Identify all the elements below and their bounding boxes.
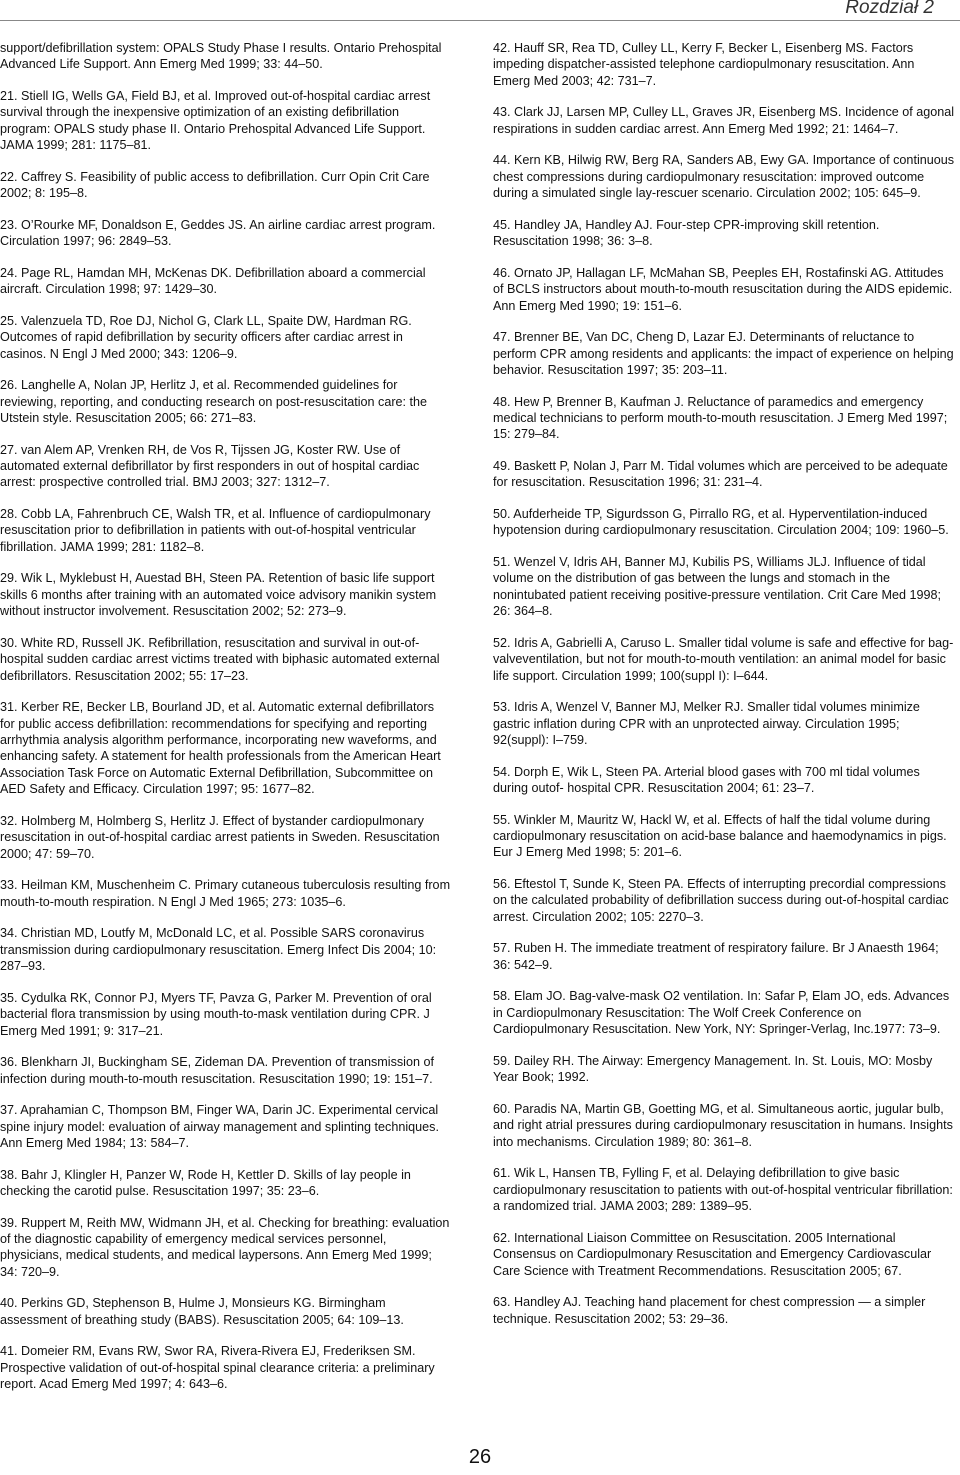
reference-entry: 38. Bahr J, Klingler H, Panzer W, Rode H, Kettler D. Skills of lay people in checking the carotid pulse. Resuscitation 1997; 35: 23–6.	[0, 1167, 411, 1198]
reference-entry: 47. Brenner BE, Van DC, Cheng D, Lazar EJ. Determinants of reluctance to perform CPR among residents and applicants: the impact of experience on helping behavior. Resuscitation 1997; 35: 203–11.	[493, 330, 954, 378]
reference-entry: 27. van Alem AP, Vrenken RH, de Vos R, Tijssen JG, Koster RW. Use of automated external defibrillator by first responders in out of hospital cardiac arrest: prospective controlled trial. BMJ 2003; 327: 1312–7.	[0, 442, 420, 490]
chapter-title: Rozdział 2	[845, 0, 934, 18]
reference-entry: 40. Perkins GD, Stephenson B, Hulme J, Monsieurs KG. Birmingham assessment of breathing study (BABS). Resuscitation 2005; 64: 109–13.	[0, 1296, 404, 1327]
reference-entry: 55. Winkler M, Mauritz W, Hackl W, et al. Effects of half the tidal volume during cardiopulmonary resuscitation on acid-base balance and haemodynamics in pigs. Eur J Emerg Med 1998; 5: 201–6.	[493, 812, 947, 860]
reference-entry: 56. Eftestol T, Sunde K, Steen PA. Effects of interrupting precordial compressions on the calculated probability of defibrillation success during out-of-hospital cardiac arrest. Circulation 2002; 105: 2270–3.	[493, 877, 949, 924]
references-right-column	[493, 40, 955, 1342]
reference-entry: 52. Idris A, Gabrielli A, Caruso L. Smaller tidal volume is safe and effective for bag-valveventilation, but not for mouth-to-mouth ventilation: an animal model for basic life support. Circulation 1999; 100(suppl I): I–644.	[493, 635, 954, 683]
reference-entry: 44. Kern KB, Hilwig RW, Berg RA, Sanders AB, Ewy GA. Importance of continuous chest compressions during cardiopulmonary resuscitation: improved outcome during a simulated single lay-rescuer scenario. Circulation 2002; 105: 645–9.	[493, 153, 955, 201]
reference-entry: 63. Handley AJ. Teaching hand placement for chest compression — a simpler technique. Resuscitation 2002; 53: 29–36.	[493, 1295, 926, 1326]
reference-entry: 45. Handley JA, Handley AJ. Four-step CPR-improving skill retention. Resuscitation 1998; 36: 3–8.	[493, 217, 880, 249]
reference-entry: 43. Clark JJ, Larsen MP, Culley LL, Graves JR, Eisenberg MS. Incidence of agonal respirations in sudden cardiac arrest. Ann Emerg Med 1992; 21: 1464–7.	[493, 105, 955, 136]
reference-entry: 54. Dorph E, Wik L, Steen PA. Arterial blood gases with 700 ml tidal volumes during outof- hospital CPR. Resuscitation 2004; 61: 23–7.	[493, 764, 920, 796]
reference-entry: 32. Holmberg M, Holmberg S, Herlitz J. Effect of bystander cardiopulmonary resuscitation in out-of-hospital cardiac arrest patients in Sweden. Resuscitation 2000; 47: 59–70.	[0, 813, 440, 861]
reference-entry: 36. Blenkharn JI, Buckingham SE, Zideman DA. Prevention of transmission of infection during mouth-to-mouth resuscitation. Resuscitation 1990; 19: 151–7.	[0, 1055, 434, 1086]
reference-entry: 23. O’Rourke MF, Donaldson E, Geddes JS. An airline cardiac arrest program. Circulation 1997; 96: 2849–53.	[0, 217, 436, 249]
reference-entry: 59. Dailey RH. The Airway: Emergency Management. In. St. Louis, MO: Mosby Year Book; 1992.	[493, 1053, 933, 1085]
reference-entry: 49. Baskett P, Nolan J, Parr M. Tidal volumes which are perceived to be adequate for resuscitation. Resuscitation 1996; 31: 231–4.	[493, 459, 948, 490]
reference-entry: 50. Aufderheide TP, Sigurdsson G, Pirrallo RG, et al. Hyperventilation-induced hypotension during cardiopulmonary resuscitation. Circulation 2004; 109: 1960–5.	[493, 507, 949, 538]
reference-entry: 53. Idris A, Wenzel V, Banner MJ, Melker RJ. Smaller tidal volumes minimize gastric inflation during CPR with an unprotected airway. Circulation 1995; 92(suppl): I–759.	[493, 700, 920, 748]
references-left-column	[0, 40, 452, 1408]
reference-entry: 21. Stiell IG, Wells GA, Field BJ, et al. Improved out-of-hospital cardiac arrest survival through the inexpensive optimization of an existing defibrillation program: OPALS study phase II. Ontario Prehospital Advanced Life Support. JAMA 1999; 281: 1175–81.	[0, 89, 431, 153]
reference-entry: 42. Hauff SR, Rea TD, Culley LL, Kerry F, Becker L, Eisenberg MS. Factors impeding dispatcher-assisted telephone cardiopulmonary resuscitation. Ann Emerg Med 2003; 42: 731–7.	[493, 41, 915, 88]
reference-entry: 31. Kerber RE, Becker LB, Bourland JD, et al. Automatic external defibrillators for public access defibrillation: recommendations for specifying and reporting arrhythmia analysis algorithm performance, incorporating new waveforms, and enhancing safety. A statement for health professionals from the American Heart Association Task Force on Automatic External Defibrillation, Subcommittee on AED Safety and Efficacy. Circulation 1997; 95: 1677–82.	[0, 700, 441, 797]
reference-entry: 28. Cobb LA, Fahrenbruch CE, Walsh TR, et al. Influence of cardiopulmonary resuscitation prior to defibrillation in patients with out-of-hospital ventricular fibrillation. JAMA 1999; 281: 1182–8.	[0, 507, 431, 554]
reference-entry: 46. Ornato JP, Hallagan LF, McMahan SB, Peeples EH, Rostafinski AG. Attitudes of BCLS instructors about mouth-to-mouth resuscitation during the AIDS epidemic. Ann Emerg Med 1990; 19: 151–6.	[493, 265, 953, 313]
reference-entry: 58. Elam JO. Bag-valve-mask O2 ventilation. In: Safar P, Elam JO, eds. Advances in Cardiopulmonary Resuscitation: The Wolf Creek Conference on Cardiopulmonary Resuscitation. New York, NY: Springer-Verlag, Inc.1977: 73–9.	[493, 989, 950, 1037]
reference-entry: 35. Cydulka RK, Connor PJ, Myers TF, Pavza G, Parker M. Prevention of oral bacterial flora transmission by using mouth-to-mask ventilation during CPR. J Emerg Med 1991; 9: 317–21.	[0, 990, 432, 1038]
reference-entry: 57. Ruben H. The immediate treatment of respiratory failure. Br J Anaesth 1964; 36: 542–9.	[493, 941, 939, 972]
reference-entry: 60. Paradis NA, Martin GB, Goetting MG, et al. Simultaneous aortic, jugular bulb, and right atrial pressures during cardiopulmonary resuscitation in humans. Insights into mechanisms. Circulation 1989; 80: 361–8.	[493, 1101, 953, 1149]
reference-entry: 30. White RD, Russell JK. Refibrillation, resuscitation and survival in out-of-hospital sudden cardiac arrest victims treated with biphasic automated external defibrillators. Resuscitation 2002; 55: 17–23.	[0, 635, 440, 683]
reference-entry: 34. Christian MD, Loutfy M, McDonald LC, et al. Possible SARS coronavirus transmission during cardiopulmonary resuscitation. Emerg Infect Dis 2004; 10: 287–93.	[0, 926, 437, 974]
reference-entry: 33. Heilman KM, Muschenheim C. Primary cutaneous tuberculosis resulting from mouth-to-mouth respiration. N Engl J Med 1965; 273: 1035–6.	[0, 878, 451, 909]
page-number: 26	[468, 1446, 492, 1468]
reference-entry: 26. Langhelle A, Nolan JP, Herlitz J, et al. Recommended guidelines for reviewing, reporting, and conducting research on post-resuscitation care: the Utstein style. Resuscitation 2005; 66: 271–83.	[0, 378, 428, 426]
reference-entry: 62. International Liaison Committee on Resuscitation. 2005 International Consensus on Cardiopulmonary Resuscitation and Emergency Cardiovascular Care Science with Treatment Recommendations. Resuscitation 2005; 67.	[493, 1230, 932, 1278]
reference-entry: 22. Caffrey S. Feasibility of public access to defibrillation. Curr Opin Crit Care 2002; 8: 195–8.	[0, 169, 430, 201]
page-header	[0, 0, 960, 21]
reference-entry: 25. Valenzuela TD, Roe DJ, Nichol G, Clark LL, Spaite DW, Hardman RG. Outcomes of rapid defibrillation by security officers after cardiac arrest in casinos. N Engl J Med 2000; 343: 1206–9.	[0, 313, 412, 361]
reference-entry: support/defibrillation system: OPALS Study Phase I results. Ontario Prehospital Advanced Life Support. Ann Emerg Med 1999; 33: 44–50.	[0, 41, 442, 72]
reference-entry: 48. Hew P, Brenner B, Kaufman J. Reluctance of paramedics and emergency medical technicians to perform mouth-to-mouth resuscitation. J Emerg Med 1997; 15: 279–84.	[493, 394, 948, 442]
reference-entry: 24. Page RL, Hamdan MH, McKenas DK. Defibrillation aboard a commercial aircraft. Circulation 1998; 97: 1429–30.	[0, 265, 426, 297]
reference-entry: 61. Wik L, Hansen TB, Fylling F, et al. Delaying defibrillation to give basic cardiopulmonary resuscitation to patients with out-of-hospital ventricular fibrillation: a randomized trial. JAMA 2003; 289: 1389–95.	[493, 1166, 953, 1214]
reference-entry: 37. Aprahamian C, Thompson BM, Finger WA, Darin JC. Experimental cervical spine injury model: evaluation of airway management and splinting techniques. Ann Emerg Med 1984; 13: 584–7.	[0, 1103, 439, 1150]
reference-entry: 51. Wenzel V, Idris AH, Banner MJ, Kubilis PS, Williams JLJ. Influence of tidal volume on the distribution of gas between the lungs and stomach in the nonintubated patient receiving positive-pressure ventilation. Crit Care Med 1998; 26: 364–8.	[493, 555, 942, 619]
reference-entry: 41. Domeier RM, Evans RW, Swor RA, Rivera-Rivera EJ, Frederiksen SM. Prospective validation of out-of-hospital spinal clearance criteria: a preliminary report. Acad Emerg Med 1997; 4: 643–6.	[0, 1344, 435, 1392]
reference-entry: 39. Ruppert M, Reith MW, Widmann JH, et al. Checking for breathing: evaluation of the diagnostic capability of emergency medical services personnel, physicians, medical students, and medical laypersons. Ann Emerg Med 1999; 34: 720–9.	[0, 1215, 450, 1279]
reference-entry: 29. Wik L, Myklebust H, Auestad BH, Steen PA. Retention of basic life support skills 6 months after training with an automated voice advisory manikin system without instructor involvement. Resuscitation 2002; 52: 273–9.	[0, 571, 437, 619]
